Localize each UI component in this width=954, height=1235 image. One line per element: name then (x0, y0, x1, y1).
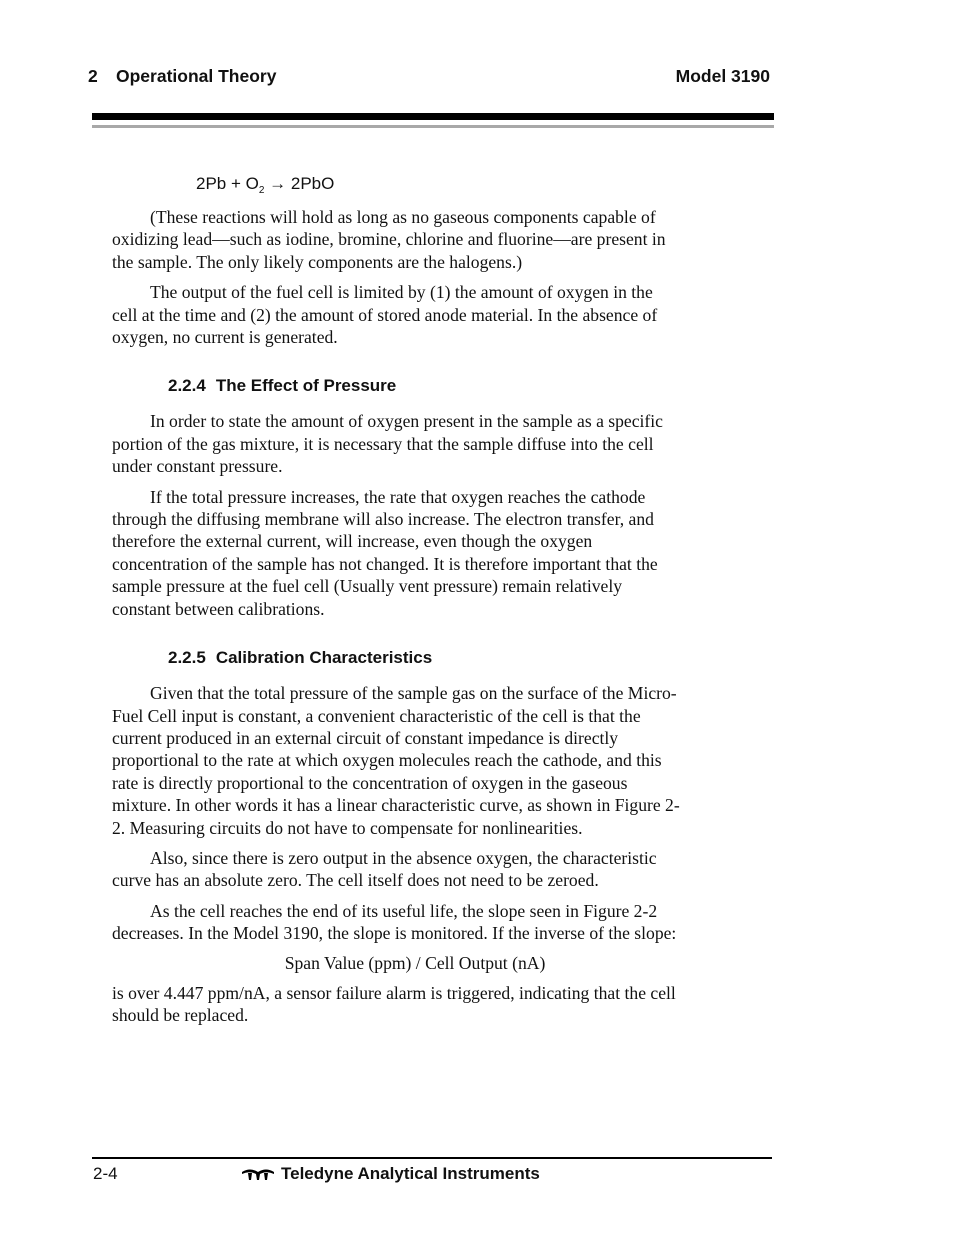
paragraph (112, 486, 682, 620)
equation-arrow: → (269, 174, 287, 193)
model-label: Model 3190 (675, 66, 770, 86)
footer-rule (92, 1157, 772, 1159)
equation-left: 2Pb + O (196, 174, 259, 193)
paragraph-text: As the cell reaches the end of its useful life, the slope seen in Figure 2-2 decreases. In the Model 3190, the slope is monitored. If the inverse of the slope: (112, 900, 677, 944)
equation-right: 2PbO (290, 174, 335, 193)
paragraph-text: In order to state the amount of oxygen present in the sample as a specific portion of the gas mixture, it is necessary that the sample diffuse into the cell under constant pressure. (112, 411, 663, 477)
paragraph (112, 410, 682, 477)
header-rule (92, 113, 774, 120)
chapter-heading (88, 66, 276, 87)
section-heading-2-2-4 (168, 376, 682, 396)
page-number: 2-4 (93, 1164, 118, 1183)
section-title: Calibration Characteristics (215, 648, 433, 668)
paragraph-text: (These reactions will hold as long as no gaseous components capable of oxidizing lead—such as iodine, bromine, chlorine and fluorine—are present in the sample. The only likely components are the halogens.) (112, 207, 666, 272)
page-body (112, 206, 682, 1034)
footer-brand (241, 1164, 540, 1184)
paragraph (112, 281, 682, 348)
paragraph-text: Given that the total pressure of the sample gas on the surface of the Micro-Fuel Cell input is constant, a convenient characteristic of the cell is that the current produced in an external circuit of constant impedance is directly proportional to the rate at which oxygen molecules reach the cathode, and this rate is directly proportional to the concentration of oxygen in the gaseous mixture. In other words it has a linear characteristic curve, as shown in Figure 2-2. Measuring circuits do not have to compensate for nonlinearities. (112, 683, 680, 838)
reaction-equation (196, 174, 334, 196)
chapter-number: 2 (88, 66, 98, 86)
paragraph-text: Also, since there is zero output in the absence oxygen, the characteristic curve has an absolute zero. The cell itself does not need to be zeroed. (112, 847, 657, 891)
section-number: 2.2.4 (168, 376, 206, 396)
section-title: The Effect of Pressure (215, 376, 397, 396)
paragraph (112, 847, 682, 892)
chapter-title: Operational Theory (116, 66, 277, 86)
header-rule-shadow (92, 125, 774, 128)
paragraph-text: The output of the fuel cell is limited by (1) the amount of oxygen in the cell at the time and (2) the amount of stored anode material. In the absence of oxygen, no current is generated. (112, 282, 658, 348)
paragraph-closing: is over 4.447 ppm/nA, a sensor failure alarm is triggered, indicating that the cell should be replaced. (112, 982, 676, 1025)
teledyne-logo-icon (241, 1167, 275, 1181)
paragraph (112, 682, 682, 839)
slope-formula: Span Value (ppm) / Cell Output (nA) (284, 952, 546, 973)
section-heading-2-2-5 (168, 648, 682, 668)
brand-name: Teledyne Analytical Instruments (281, 1164, 540, 1183)
section-number: 2.2.5 (168, 648, 206, 668)
paragraph (112, 900, 682, 945)
paragraph (112, 206, 682, 273)
equation-subscript: 2 (258, 185, 265, 196)
paragraph-text: If the total pressure increases, the rate that oxygen reaches the cathode through the diffusing membrane will also increase. The electron transfer, and therefore the external current, will increase, even though the oxygen concentration of the sample has not changed. It is therefore important that the sample pressure at the fuel cell (Usually vent pressure) remain relatively constant between calibrations. (112, 486, 658, 619)
